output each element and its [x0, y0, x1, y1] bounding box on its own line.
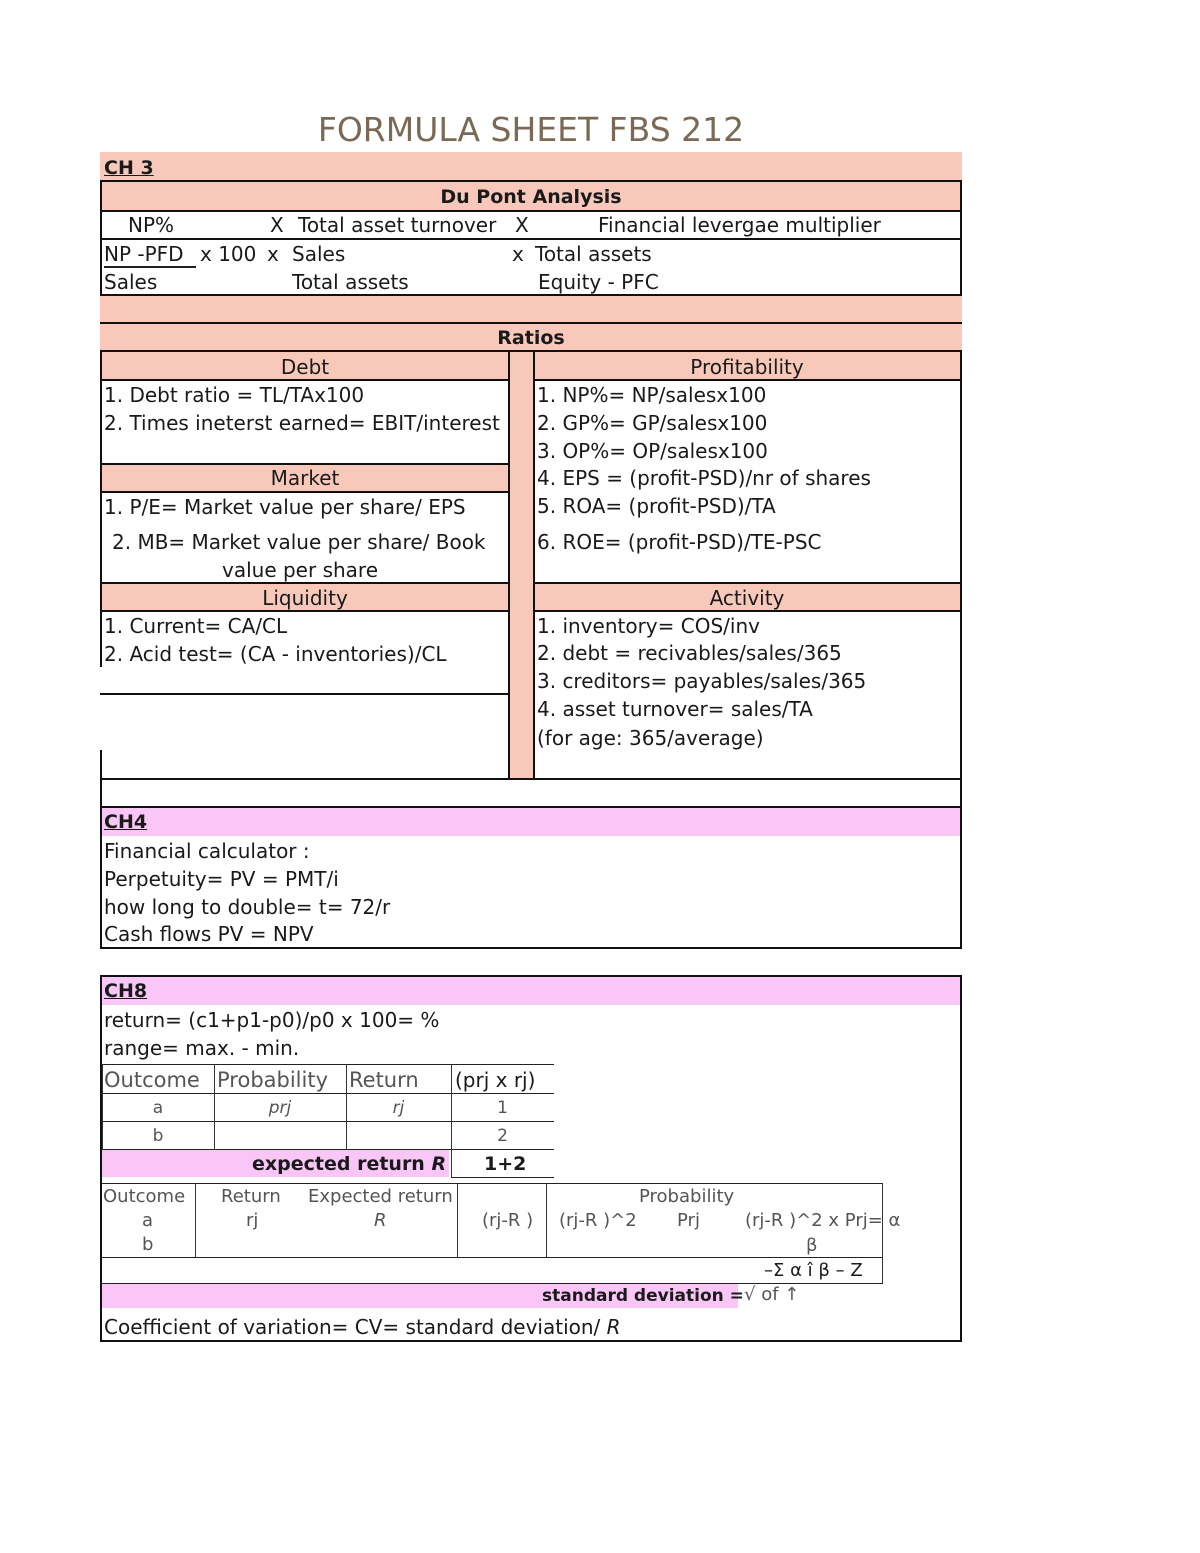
t1-row-a-value: 1 [497, 1098, 508, 1118]
t2-deviation-squared: (rj-R )^2 [559, 1210, 637, 1231]
dupont-total-assets-den: Total assets [292, 270, 409, 294]
ch4-line-2: Perpetuity= PV = PMT/i [104, 867, 339, 891]
t2-header-probability: Probability [639, 1186, 735, 1207]
debt-item-1: 1. Debt ratio = TL/TAx100 [104, 383, 365, 407]
expected-return-text: expected return [252, 1153, 425, 1175]
t1-header-outcome: Outcome [104, 1068, 200, 1092]
activity-item-2: 2. debt = recivables/sales/365 [537, 641, 842, 665]
ch8-label: CH8 [104, 980, 148, 1002]
ch8-range-formula: range= max. - min. [104, 1036, 300, 1060]
t2-header-return: Return [221, 1186, 281, 1207]
liquidity-item-2: 2. Acid test= (CA - inventories)/CL [104, 642, 447, 666]
t2-R: R [374, 1210, 387, 1231]
t1-row-a-probability: prj [268, 1098, 292, 1118]
profitability-item-4: 4. EPS = (profit-PSD)/nr of shares [537, 466, 871, 490]
ch4-line-1: Financial calculator : [104, 839, 310, 863]
ratios-header: Ratios [497, 327, 565, 349]
ch4-line-3: how long to double= t= 72/r [104, 895, 391, 919]
t1-row-b-value: 2 [497, 1126, 508, 1146]
profitability-item-3: 3. OP%= OP/salesx100 [537, 439, 768, 463]
coefficient-of-variation [104, 1313, 621, 1341]
dupont-np: NP% [128, 213, 175, 237]
market-header: Market [270, 466, 340, 490]
ch4-label: CH4 [104, 811, 148, 833]
liquidity-item-1: 1. Current= CA/CL [104, 614, 288, 638]
t2-beta: β [806, 1235, 818, 1256]
t1-row-b-outcome: b [152, 1126, 164, 1146]
standard-deviation-value: √ of ↑ [744, 1284, 800, 1305]
cv-text: Coefficient of variation= CV= standard deviation/ [104, 1315, 601, 1339]
dupont-times-100: x 100 [200, 242, 257, 266]
debt-item-2: 2. Times ineterst earned= EBIT/interest [104, 411, 500, 435]
standard-deviation-label: standard deviation = [542, 1286, 744, 1306]
t1-header-probability: Probability [217, 1068, 329, 1092]
ch8-header-bar [102, 977, 960, 1005]
t1-header-prj-rj: (prj x rj) [455, 1068, 536, 1092]
market-item-1: 1. P/E= Market value per share/ EPS [104, 495, 466, 519]
activity-item-1: 1. inventory= COS/inv [537, 614, 760, 638]
ch3-spacer-bar [100, 296, 962, 322]
activity-header: Activity [709, 586, 785, 610]
ch4-header-bar [102, 808, 960, 836]
profitability-item-1: 1. NP%= NP/salesx100 [537, 383, 767, 407]
dupont-times-2: X [515, 213, 529, 237]
t2-header-expected: Expected return [308, 1186, 453, 1207]
ch3-label: CH 3 [104, 157, 154, 179]
page-title: FORMULA SHEET FBS 212 [317, 110, 745, 149]
dupont-sales-den: Sales [104, 270, 158, 294]
liquidity-header: Liquidity [262, 586, 348, 610]
ch8-return-formula: return= (c1+p1-p0)/p0 x 100= % [104, 1008, 440, 1032]
ratios-middle-divider [510, 352, 533, 778]
activity-item-3: 3. creditors= payables/sales/365 [537, 669, 867, 693]
expected-return-label [252, 1150, 446, 1178]
market-item-2-cont: value per share [222, 558, 379, 582]
profitability-item-6: 6. ROE= (profit-PSD)/TE-PSC [537, 530, 822, 554]
dupont-total-asset-turnover: Total asset turnover [298, 213, 497, 237]
dupont-financial-leverage: Financial levergae multiplier [598, 213, 881, 237]
t2-deviation: (rj-R ) [482, 1210, 534, 1231]
activity-item-4: 4. asset turnover= sales/TA [537, 697, 813, 721]
t2-rj: rj [246, 1210, 259, 1231]
dupont-total-assets-num: Total assets [535, 242, 652, 266]
t2-sum-formula: –Σ α î β – Z [764, 1260, 863, 1281]
ch3-header-bar [100, 152, 962, 181]
t2-header-outcome: Outcome [103, 1186, 186, 1207]
cv-symbol: R [606, 1315, 621, 1339]
dupont-np-pfd: NP -PFD [104, 242, 184, 266]
debt-header: Debt [280, 355, 330, 379]
activity-item-5: (for age: 365/average) [537, 726, 764, 750]
expected-return-value: 1+2 [484, 1153, 527, 1175]
t2-alpha-formula: (rj-R )^2 x Prj= α [745, 1210, 901, 1231]
t2-prj: Prj [677, 1210, 700, 1231]
expected-return-symbol: R [431, 1153, 447, 1175]
t1-row-a-outcome: a [152, 1098, 164, 1118]
dupont-times-1: X [270, 213, 284, 237]
dupont-header: Du Pont Analysis [440, 186, 622, 208]
t2-row-b: b [142, 1234, 154, 1255]
t1-row-a-return: rj [392, 1098, 405, 1118]
t2-row-a: a [142, 1210, 154, 1231]
ch4-line-4: Cash flows PV = NPV [104, 922, 314, 946]
profitability-item-2: 2. GP%= GP/salesx100 [537, 411, 768, 435]
dupont-equity-pfc: Equity - PFC [538, 270, 659, 294]
t1-header-return: Return [349, 1068, 419, 1092]
profitability-header: Profitability [690, 355, 804, 379]
dupont-times-4: x [512, 242, 524, 266]
dupont-times-3: x [267, 242, 279, 266]
market-item-2: 2. MB= Market value per share/ Book [112, 530, 486, 554]
dupont-sales-num: Sales [292, 242, 346, 266]
profitability-item-5: 5. ROA= (profit-PSD)/TA [537, 494, 776, 518]
